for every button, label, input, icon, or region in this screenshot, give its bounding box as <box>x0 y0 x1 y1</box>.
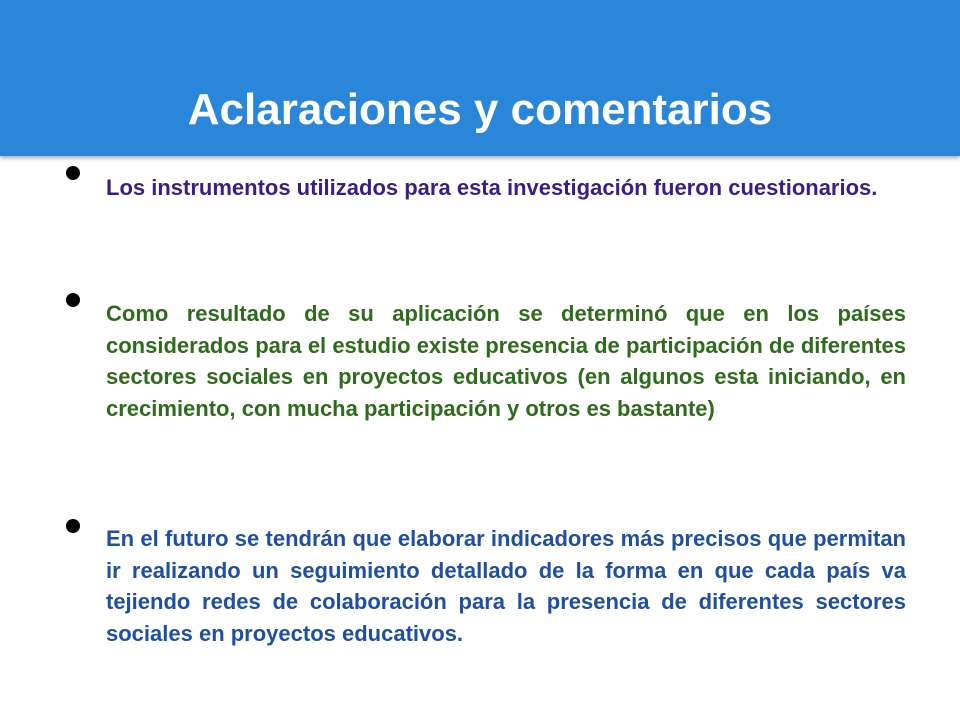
bullet-dot-icon <box>66 519 80 533</box>
bullet-dot-icon <box>66 166 80 180</box>
slide-title: Aclaraciones y comentarios <box>187 85 773 134</box>
bullet-text-instruments: Los instrumentos utilizados para esta investigación fueron cuestionarios. <box>106 175 878 200</box>
bullet-text-results: Como resultado de su aplicación se determinó que en los países considerados para el estudio existe presencia de participación de diferentes sectores sociales en proyectos educativos (en algunos esta iniciando, en crecimiento, con mucha participación y otros es bastante) <box>106 301 906 421</box>
bullet-dot-icon <box>66 293 80 307</box>
bullet-text-future: En el futuro se tendrán que elaborar indicadores más precisos que permitan ir realizando un seguimiento detallado de la forma en que cada país va tejiendo redes de colaboración para la presencia de diferentes sectores sociales en proyectos educativos. <box>106 526 906 646</box>
title-bar <box>0 0 960 156</box>
